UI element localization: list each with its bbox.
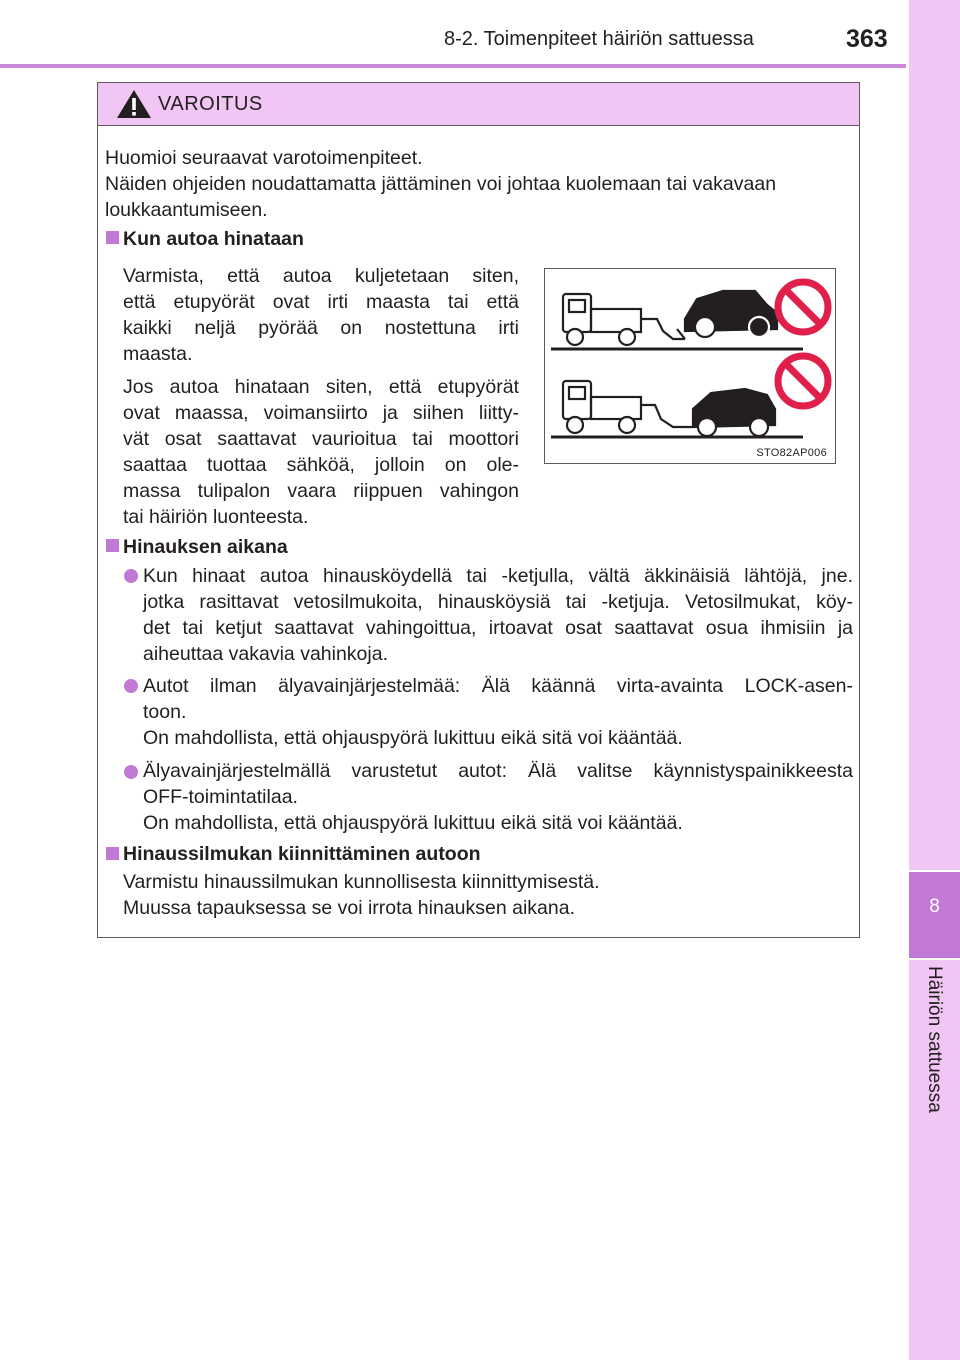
warning-box (97, 82, 860, 938)
section-heading: Kun autoa hinataan (123, 228, 304, 250)
paragraph-line: Muussa tapauksessa se voi irrota hinauksen aikana. (123, 897, 576, 919)
paragraph-line: maasta. (123, 343, 193, 365)
chapter-title: Häiriön sattuessa (924, 966, 945, 1113)
paragraph-line: vät osat saattavat vaurioitua tai moottori (123, 428, 519, 450)
warning-triangle-icon (116, 89, 152, 119)
paragraph-line: ovat maassa, voimansiirto ja siihen liitty- (123, 402, 519, 424)
section-square-bullet (106, 231, 119, 244)
bullet-line: Älyavainjärjestelmällä varustetut autot: Älä valitse käynnistyspainikkeesta (143, 760, 853, 782)
paragraph-line: että etupyörät ovat irti maasta tai että (123, 291, 519, 313)
section-square-bullet (106, 847, 119, 860)
prohibition-sign-top (778, 282, 828, 332)
bullet-line: On mahdollista, että ohjauspyörä lukittuu eikä sitä voi kääntää. (143, 812, 683, 834)
paragraph-line: Varmistu hinaussilmukan kunnollisesta kiinnittymisestä. (123, 871, 600, 893)
tow-truck-top (551, 291, 803, 349)
tow-truck-bottom (551, 381, 803, 437)
bullet-line: OFF-toimintatilaa. (143, 786, 298, 808)
section-heading: Hinaussilmukan kiinnittäminen autoon (123, 843, 481, 865)
bullet-line: jotka rasittavat vetosilmukoita, hinausköysiä tai -ketjuja. Vetosilmukat, köy- (143, 591, 853, 613)
paragraph-line: Varmista, että autoa kuljetetaan siten, (123, 265, 519, 287)
paragraph-line: massa tulipalon vaara riippuen vahingon (123, 480, 519, 502)
bullet-line: On mahdollista, että ohjauspyörä lukittuu eikä sitä voi kääntää. (143, 727, 683, 749)
bullet-line: Kun hinaat autoa hinausköydellä tai -ketjulla, vältä äkkinäisiä lähtöjä, jne. (143, 565, 853, 587)
warning-title: VAROITUS (158, 93, 263, 115)
intro-line: Huomioi seuraavat varotoimenpiteet. (105, 147, 423, 169)
paragraph-line: saattaa tuottaa sähköä, jolloin on ole- (123, 454, 519, 476)
side-tab-top (909, 0, 960, 870)
page-number: 363 (846, 25, 888, 53)
header-rule (0, 64, 906, 68)
header-section-title: 8-2. Toimenpiteet häiriön sattuessa (444, 28, 754, 50)
round-bullet (124, 765, 138, 779)
figure-id: STO82AP006 (756, 447, 827, 459)
chapter-number: 8 (929, 896, 940, 917)
section-heading: Hinauksen aikana (123, 536, 288, 558)
towing-figure (544, 268, 836, 464)
round-bullet (124, 569, 138, 583)
bullet-line: aiheuttaa vakavia vahinkoja. (143, 643, 388, 665)
prohibition-sign-bottom (778, 356, 828, 406)
bullet-line: Autot ilman älyavainjärjestelmää: Älä käännä virta-avainta LOCK-asen- (143, 675, 853, 697)
intro-line: loukkaantumiseen. (105, 199, 268, 221)
warning-header (98, 83, 859, 126)
section-square-bullet (106, 539, 119, 552)
paragraph-line: Jos autoa hinataan siten, että etupyörät (123, 376, 519, 398)
bullet-line: det tai ketjut saattavat vahingoittua, irtoavat osat saattavat osua ihmisiin ja (143, 617, 853, 639)
paragraph-line: kaikki neljä pyörää on nostettuna irti (123, 317, 519, 339)
side-tab-bottom (909, 960, 960, 1360)
towing-illustration (545, 269, 835, 449)
paragraph-line: tai häiriön luonteesta. (123, 506, 309, 528)
side-tab-chapter (909, 872, 960, 958)
round-bullet (124, 679, 138, 693)
bullet-line: toon. (143, 701, 187, 723)
intro-line: Näiden ohjeiden noudattamatta jättäminen voi johtaa kuolemaan tai vakavaan (105, 173, 777, 195)
